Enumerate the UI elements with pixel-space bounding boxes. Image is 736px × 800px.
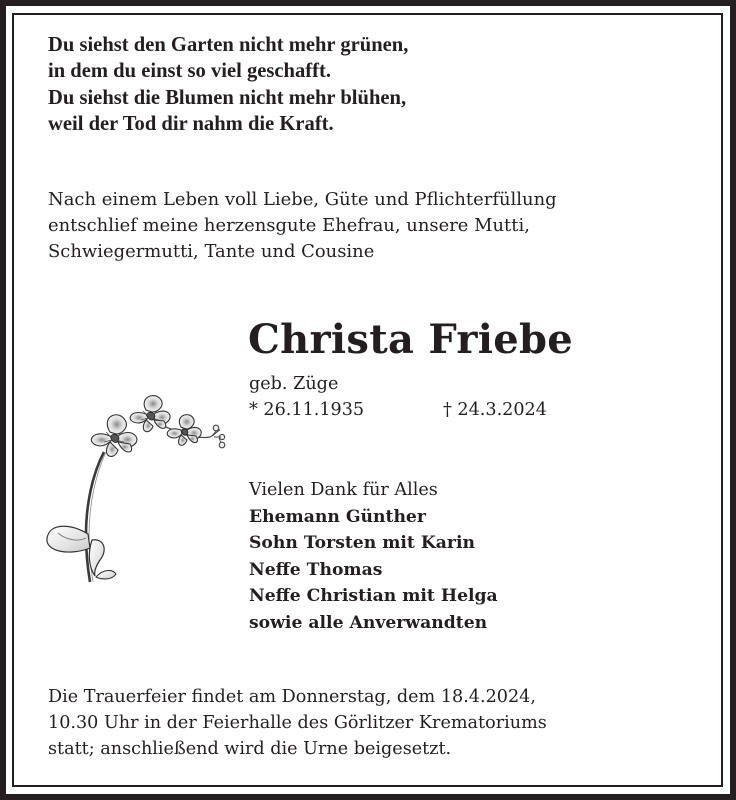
poem-line: Du siehst den Garten nicht mehr grünen, bbox=[48, 32, 409, 56]
mourner-name: sowie alle Anverwandten bbox=[249, 612, 488, 633]
service-line: Die Trauerfeier findet am Donnerstag, dem 18.4.2024, bbox=[48, 687, 536, 707]
funeral-service-info bbox=[48, 684, 547, 762]
death-date: † 24.3.2024 bbox=[443, 400, 547, 420]
service-line: 10.30 Uhr in der Feierhalle des Görlitzer Krematoriums bbox=[48, 713, 547, 733]
thanks-block bbox=[249, 477, 498, 637]
poem-line: in dem du einst so viel geschafft. bbox=[48, 58, 331, 83]
thanks-line: Vielen Dank für Alles bbox=[249, 480, 438, 500]
born-name: geb. Züge bbox=[249, 374, 339, 394]
intro-line: entschlief meine herzensgute Ehefrau, unsere Mutti, bbox=[48, 216, 530, 236]
orchid-icon bbox=[40, 390, 235, 590]
mourner-name: Sohn Torsten mit Karin bbox=[249, 533, 476, 554]
mourner-name: Neffe Thomas bbox=[249, 559, 383, 580]
mourner-name: Neffe Christian mit Helga bbox=[249, 586, 498, 607]
poem bbox=[48, 31, 408, 136]
service-line: statt; anschließend wird die Urne beigesetzt. bbox=[48, 739, 452, 759]
mourner-name: Ehemann Günther bbox=[249, 506, 426, 527]
intro-text bbox=[48, 187, 557, 265]
deceased-name: Christa Friebe bbox=[248, 316, 574, 363]
intro-line: Nach einem Leben voll Liebe, Güte und Pflichterfüllung bbox=[48, 190, 557, 210]
birth-date: * 26.11.1935 bbox=[249, 400, 365, 420]
intro-line: Schwiegermutti, Tante und Cousine bbox=[48, 242, 375, 262]
poem-line: weil der Tod dir nahm die Kraft. bbox=[48, 110, 334, 135]
poem-line: Du siehst die Blumen nicht mehr blühen, bbox=[48, 84, 407, 109]
